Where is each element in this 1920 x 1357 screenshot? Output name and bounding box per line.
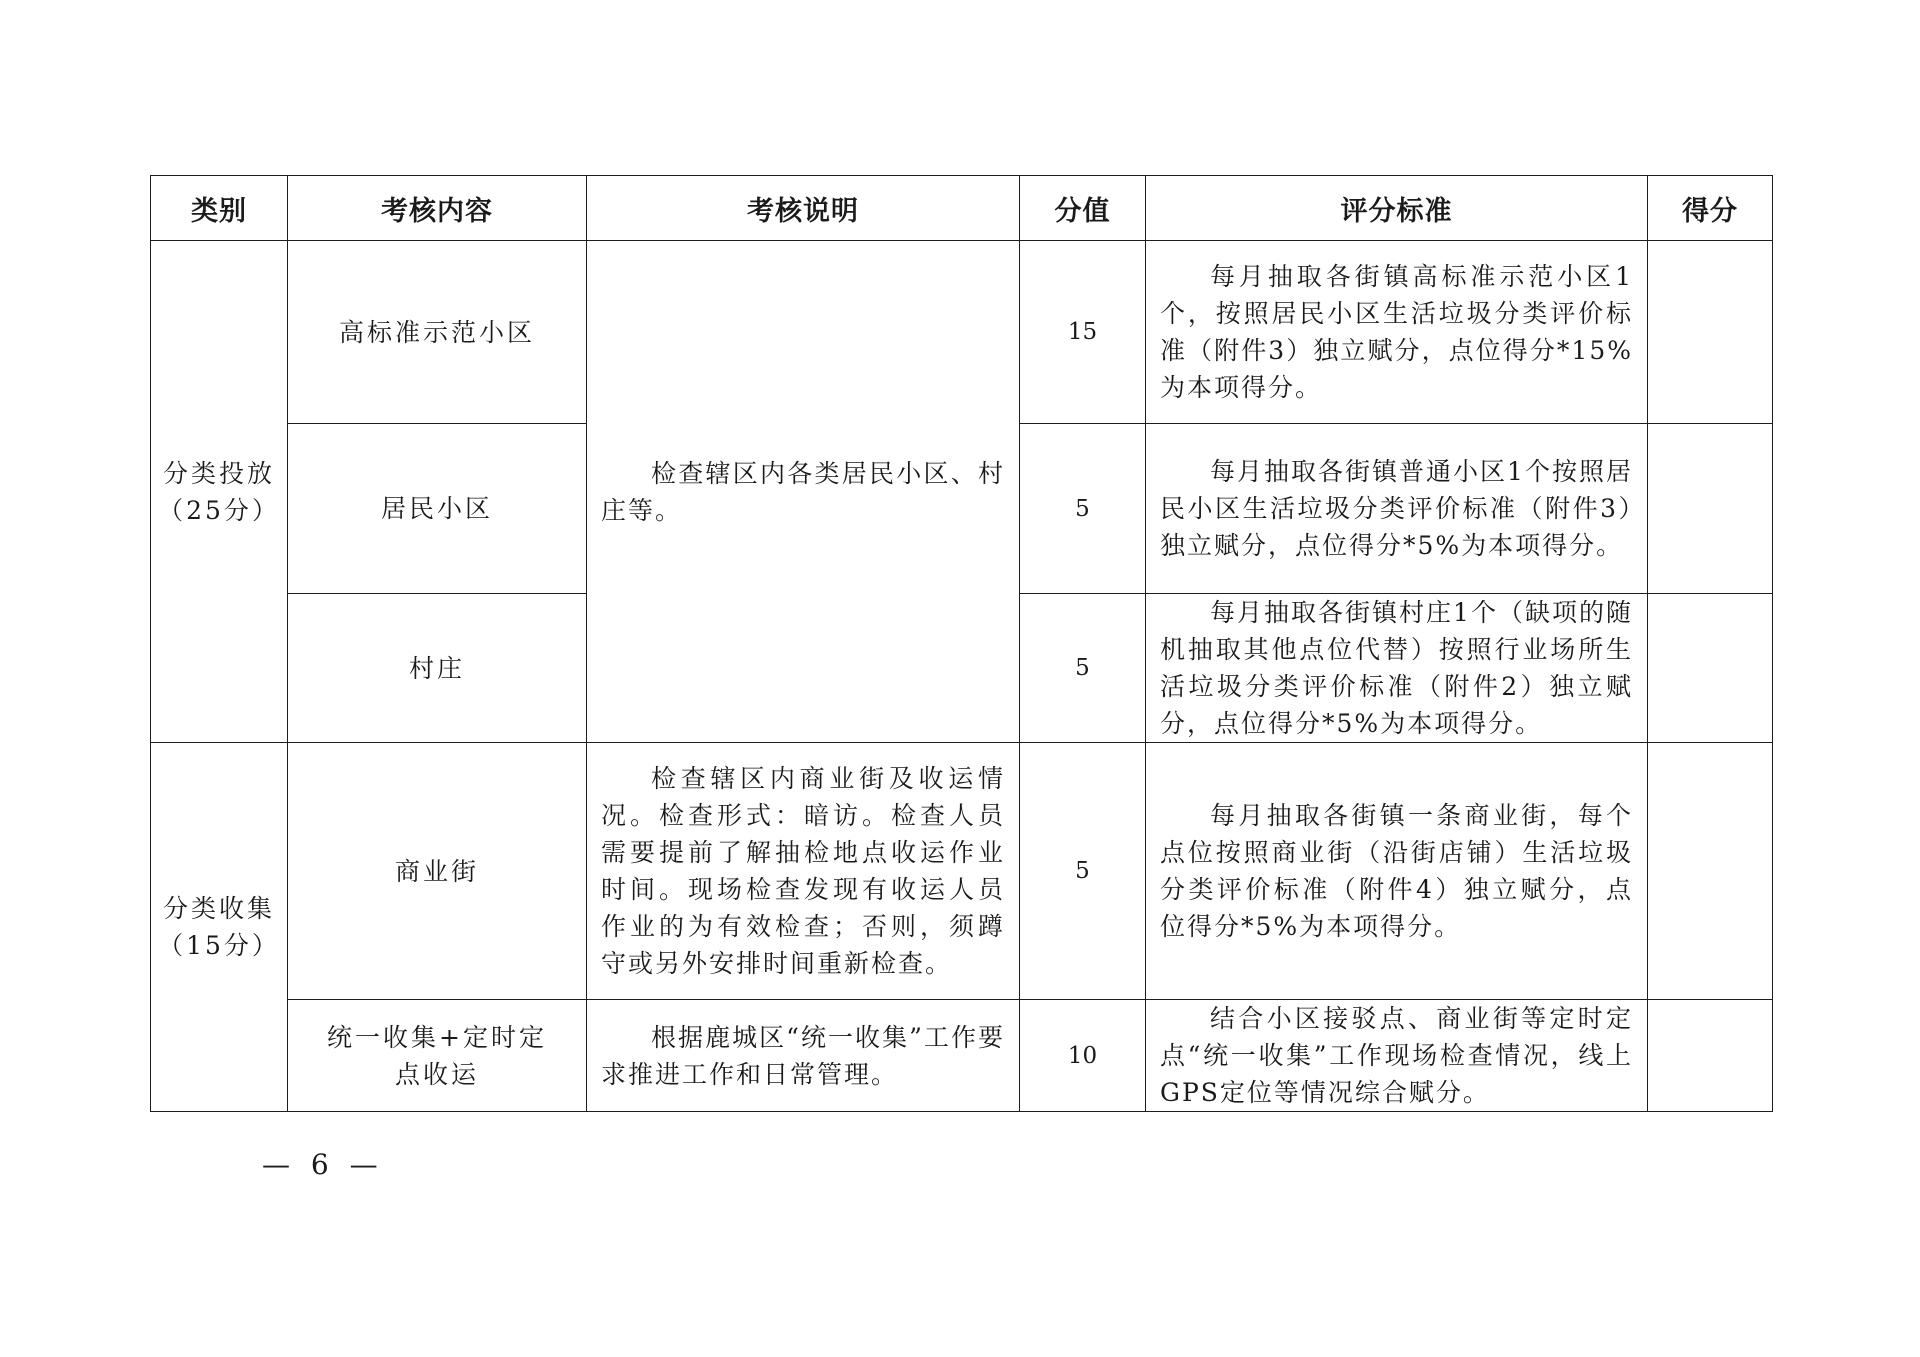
criteria-text: 每月抽取各街镇高标准示范小区1个，按照居民小区生活垃圾分类评价标准（附件3）独立赋分，点位得分*15%为本项得分。 bbox=[1160, 262, 1633, 402]
score-cell: 5 bbox=[1020, 743, 1146, 1000]
criteria-cell bbox=[1146, 743, 1648, 1000]
criteria-cell bbox=[1146, 241, 1648, 424]
content-cell: 统一收集+定时定点收运 bbox=[288, 1000, 587, 1112]
header-obtained: 得分 bbox=[1648, 176, 1773, 241]
header-content: 考核内容 bbox=[288, 176, 587, 241]
table-row bbox=[151, 241, 1773, 424]
page-number: — 6 — bbox=[262, 1148, 384, 1181]
description-text: 检查辖区内各类居民小区、村庄等。 bbox=[601, 458, 1005, 525]
obtained-cell[interactable] bbox=[1648, 743, 1773, 1000]
table-header-row bbox=[151, 176, 1773, 241]
table-row bbox=[151, 1000, 1773, 1112]
score-cell: 10 bbox=[1020, 1000, 1146, 1112]
criteria-cell bbox=[1146, 594, 1648, 743]
content-cell: 高标准示范小区 bbox=[288, 241, 587, 424]
obtained-cell[interactable] bbox=[1648, 1000, 1773, 1112]
criteria-text: 每月抽取各街镇一条商业街，每个点位按照商业街（沿街店铺）生活垃圾分类评价标准（附件4）独立赋分，点位得分*5%为本项得分。 bbox=[1160, 801, 1633, 941]
criteria-text: 每月抽取各街镇普通小区1个按照居民小区生活垃圾分类评价标准（附件3）独立赋分，点位得分*5%为本项得分。 bbox=[1160, 457, 1633, 560]
category-cell bbox=[151, 241, 288, 743]
table-row bbox=[151, 743, 1773, 1000]
header-criteria: 评分标准 bbox=[1146, 176, 1648, 241]
header-score: 分值 bbox=[1020, 176, 1146, 241]
obtained-cell[interactable] bbox=[1648, 594, 1773, 743]
criteria-text: 每月抽取各街镇村庄1个（缺项的随机抽取其他点位代替）按照行业场所生活垃圾分类评价标准（附件2）独立赋分，点位得分*5%为本项得分。 bbox=[1160, 598, 1633, 738]
obtained-cell[interactable] bbox=[1648, 241, 1773, 424]
category-name: 分类收集 bbox=[162, 894, 275, 923]
criteria-text: 结合小区接驳点、商业街等定时定点“统一收集”工作现场检查情况，线上GPS定位等情况综合赋分。 bbox=[1160, 1004, 1633, 1107]
description-cell bbox=[587, 743, 1020, 1000]
description-text: 检查辖区内商业街及收运情况。检查形式：暗访。检查人员需要提前了解抽检地点收运作业时间。现场检查发现有收运人员作业的为有效检查；否则，须蹲守或另外安排时间重新检查。 bbox=[601, 764, 1005, 978]
description-cell bbox=[587, 1000, 1020, 1112]
description-text: 根据鹿城区“统一收集”工作要求推进工作和日常管理。 bbox=[601, 1022, 1005, 1089]
description-cell bbox=[587, 241, 1020, 743]
content-cell: 村庄 bbox=[288, 594, 587, 743]
header-description: 考核说明 bbox=[587, 176, 1020, 241]
category-points: （25分） bbox=[158, 495, 280, 525]
assessment-table bbox=[150, 175, 1773, 1112]
category-cell bbox=[151, 743, 288, 1112]
score-cell: 5 bbox=[1020, 594, 1146, 743]
score-cell: 5 bbox=[1020, 424, 1146, 594]
content-cell: 居民小区 bbox=[288, 424, 587, 594]
category-points: （15分） bbox=[158, 931, 280, 960]
criteria-cell bbox=[1146, 1000, 1648, 1112]
header-category: 类别 bbox=[151, 176, 288, 241]
content-cell: 商业街 bbox=[288, 743, 587, 1000]
category-name: 分类投放 bbox=[162, 458, 275, 488]
criteria-cell bbox=[1146, 424, 1648, 594]
obtained-cell[interactable] bbox=[1648, 424, 1773, 594]
score-cell: 15 bbox=[1020, 241, 1146, 424]
